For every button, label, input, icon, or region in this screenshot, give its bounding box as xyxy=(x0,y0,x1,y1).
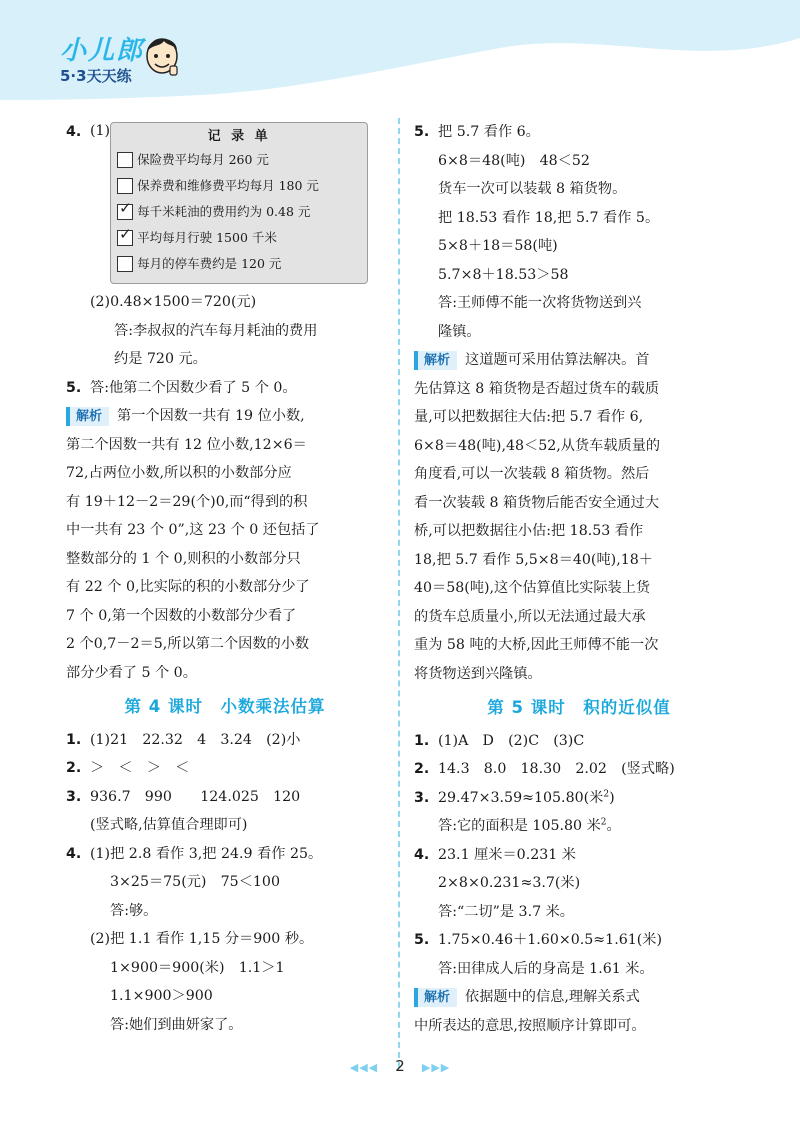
question-number: 5. xyxy=(414,932,430,948)
answer-line: 23.1 厘米＝0.231 米 xyxy=(438,846,576,863)
answer-line: 隆镇。 xyxy=(438,323,481,340)
left-arrows-icon: ◀◀◀ xyxy=(349,1061,379,1074)
analysis-line: 将货物送到兴隆镇。 xyxy=(414,665,542,682)
answer-line: (2)把 1.1 看作 1,15 分＝900 秒。 xyxy=(90,931,314,947)
mascot-icon xyxy=(140,32,184,82)
analysis-line: 这道题可采用估算法解决。首 xyxy=(465,352,650,368)
checked-checkbox-icon: ✓ xyxy=(117,230,133,246)
brand xyxy=(60,30,144,86)
answer-line: ＞ ＜ ＞ ＜ xyxy=(90,760,190,776)
answer-line: 答:李叔叔的汽车每月耗油的费用 xyxy=(114,322,318,339)
question-4 xyxy=(66,118,384,374)
analysis-line: 72,占两位小数,所以积的小数部分应 xyxy=(66,465,292,481)
analysis-block xyxy=(414,983,744,1040)
analysis-label: 解析 xyxy=(414,988,457,1007)
answer-line: 答:够。 xyxy=(110,902,158,919)
analysis-line: 6×8＝48(吨),48＜52,从货车载质量的 xyxy=(414,437,661,454)
answer-line: 把 18.53 看作 18,把 5.7 看作 5。 xyxy=(438,209,660,226)
exercise-3 xyxy=(414,784,744,841)
analysis-line: 有 19＋12－2＝29(个)0,而“得到的积 xyxy=(66,493,308,510)
analysis-line: 先估算这 8 箱货物是否超过货车的载质 xyxy=(414,380,660,397)
checkbox-icon xyxy=(117,256,133,272)
section-title: 第 5 课时 积的近似值 xyxy=(487,698,671,717)
exercise-2 xyxy=(414,755,744,784)
exercise-5 xyxy=(414,926,744,983)
analysis-line: 第二个因数一共有 12 位小数,12×6＝ xyxy=(66,436,307,453)
question-number: 4. xyxy=(66,845,82,862)
analysis-line: 角度看,可以一次装载 8 箱货物。然后 xyxy=(414,466,650,482)
exercise-3 xyxy=(66,783,384,812)
answer-line: 答:“二切”是 3.7 米。 xyxy=(438,903,574,920)
record-item-label: 保养费和维修费平均每月 180 元 xyxy=(137,178,319,193)
answer-line: 答:王师傅不能一次将货物送到兴 xyxy=(438,295,642,311)
checkbox-icon xyxy=(117,178,133,194)
left-column xyxy=(66,118,384,1039)
question-number: 3. xyxy=(66,788,82,805)
analysis-line: 的货车总质量小,所以无法通过最大承 xyxy=(414,608,646,625)
analysis-line: 重为 58 吨的大桥,因此王师傅不能一次 xyxy=(414,637,659,653)
question-number: 3. xyxy=(414,789,430,806)
answer-line: 5×8＋18＝58(吨) xyxy=(438,238,558,254)
record-item xyxy=(117,173,361,199)
record-item-label: 每千米耗油的费用约为 0.48 元 xyxy=(137,204,311,219)
answer-line: 5.7×8＋18.53＞58 xyxy=(438,266,569,283)
analysis-line: 中所表达的意思,按照顺序计算即可。 xyxy=(414,1017,646,1034)
answer-line: 答:田律成人后的身高是 1.61 米。 xyxy=(438,960,654,977)
answer-line: 答:他第二个因数少看了 5 个 0。 xyxy=(90,379,297,396)
answer-line: 3×25＝75(元) 75＜100 xyxy=(110,874,280,890)
question-number: 1. xyxy=(414,732,430,749)
record-sheet xyxy=(110,122,368,284)
record-item xyxy=(117,251,361,277)
analysis-line: 整数部分的 1 个 0,则积的小数部分只 xyxy=(66,550,301,567)
exercise-2 xyxy=(66,754,384,783)
question-number: 4. xyxy=(66,124,82,140)
answer-line: (1)把 2.8 看作 3,把 24.9 看作 25。 xyxy=(90,845,323,862)
analysis-line: 看一次装载 8 箱货物后能否安全通过大 xyxy=(414,494,660,511)
record-item-label: 每月的停车费约是 120 元 xyxy=(137,256,282,271)
analysis-line: 桥,可以把数据往小估:把 18.53 看作 xyxy=(414,523,644,539)
answer-line: (1)21 22.32 4 3.24 (2)小 xyxy=(90,731,301,748)
answer-line: (2)0.48×1500＝720(元) xyxy=(90,294,257,310)
answer-line: 答:她们到曲妍家了。 xyxy=(110,1016,243,1033)
analysis-label: 解析 xyxy=(414,351,457,370)
checkbox-icon xyxy=(117,152,133,168)
column-divider xyxy=(398,118,400,1068)
answer-line: 14.3 8.0 18.30 2.02 (竖式略) xyxy=(438,761,675,777)
analysis-block xyxy=(414,346,744,688)
record-item xyxy=(117,147,361,173)
answer-line: 约是 720 元。 xyxy=(114,351,207,367)
analysis-line: 中一共有 23 个 0”,这 23 个 0 还包括了 xyxy=(66,522,320,538)
brand-series: 5·3天天练 xyxy=(60,67,132,85)
analysis-line: 部分少看了 5 个 0。 xyxy=(66,664,197,681)
analysis-line: 第一个因数一共有 19 位小数, xyxy=(117,408,305,424)
analysis-line: 量,可以把数据往大估:把 5.7 看作 6, xyxy=(414,409,644,425)
analysis-block xyxy=(66,402,384,687)
exercise-4 xyxy=(414,841,744,927)
analysis-line: 有 22 个 0,比实际的积的小数部分少了 xyxy=(66,579,310,595)
question-number: 2. xyxy=(414,761,430,777)
answer-line: 936.7 990 124.025 120 xyxy=(90,788,301,805)
record-item-label: 平均每月行驶 1500 千米 xyxy=(137,230,277,245)
analysis-line: 40＝58(吨),这个估算值比实际装上货 xyxy=(414,580,651,596)
answer-line: 1.75×0.46＋1.60×0.5≈1.61(米) xyxy=(438,932,663,948)
question-number: 1. xyxy=(66,731,82,748)
question-5 xyxy=(66,374,384,403)
record-item xyxy=(117,199,361,225)
record-item-label: 保险费平均每月 260 元 xyxy=(137,152,269,167)
question-number: 2. xyxy=(66,760,82,776)
exercise-1 xyxy=(66,726,384,755)
exercise-1 xyxy=(414,727,744,756)
answer-line: (1)A D (2)C (3)C xyxy=(438,732,585,749)
answer-line: 1.1×900＞900 xyxy=(110,988,213,1004)
answer-line: 答:它的面积是 105.80 米$^2$。 xyxy=(438,817,621,834)
answer-line: 2×8×0.231≈3.7(米) xyxy=(438,875,581,891)
right-arrows-icon: ▶▶▶ xyxy=(421,1061,451,1074)
analysis-label: 解析 xyxy=(66,407,109,426)
page-number: 2 xyxy=(395,1057,405,1075)
question-number: 5. xyxy=(414,124,430,140)
answer-line: 货车一次可以装载 8 箱货物。 xyxy=(438,181,627,197)
analysis-line: 7 个 0,第一个因数的小数部分少看了 xyxy=(66,607,297,624)
answer-line: 29.47×3.59≈105.80(米$^2$) xyxy=(438,788,615,806)
question-number: 5. xyxy=(66,379,82,396)
right-column xyxy=(414,118,744,1040)
question-5 xyxy=(414,118,744,346)
sub-label: (1) xyxy=(90,123,111,139)
answer-line: 把 5.7 看作 6。 xyxy=(438,124,540,140)
answer-note: (竖式略,估算值合理即可) xyxy=(90,817,248,833)
section-title: 第 4 课时 小数乘法估算 xyxy=(124,697,326,716)
checked-checkbox-icon: ✓ xyxy=(117,204,133,220)
page-footer xyxy=(0,1056,800,1075)
question-number: 4. xyxy=(414,846,430,863)
analysis-line: 2 个0,7－2＝5,所以第二个因数的小数 xyxy=(66,636,310,652)
analysis-line: 依据题中的信息,理解关系式 xyxy=(465,989,640,1005)
answer-line: 1×900＝900(米) 1.1＞1 xyxy=(110,959,285,976)
brand-logo: 小儿郎 xyxy=(60,36,145,66)
analysis-line: 18,把 5.7 看作 5,5×8＝40(吨),18＋ xyxy=(414,551,653,568)
answer-line: 6×8＝48(吨) 48＜52 xyxy=(438,152,590,169)
exercise-4 xyxy=(66,840,384,1040)
record-item xyxy=(117,225,361,251)
record-title: 记 录 单 xyxy=(207,129,271,144)
